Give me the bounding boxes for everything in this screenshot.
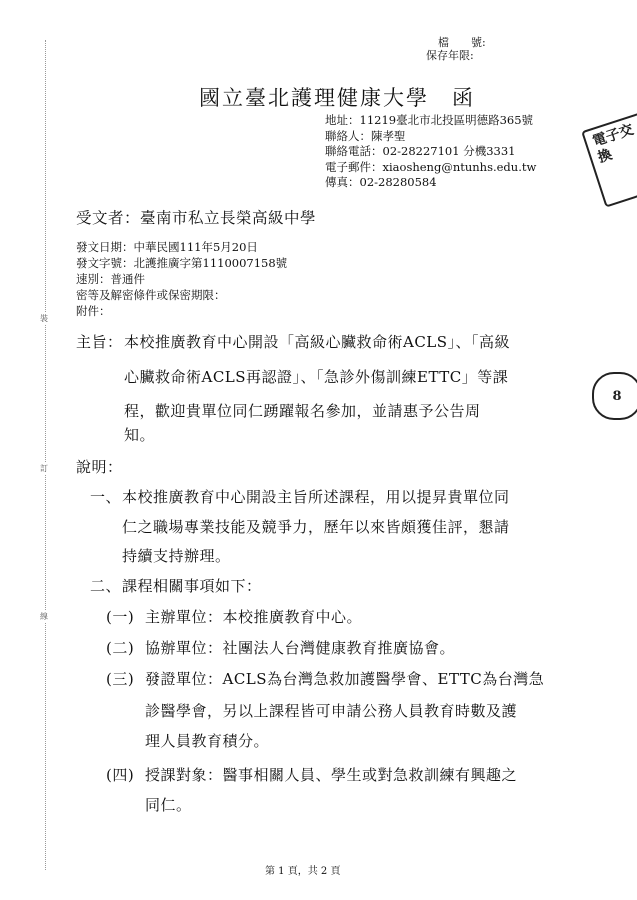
sub-item-line: 協辦單位：社團法人台灣健康教育推廣協會。 — [145, 639, 456, 657]
sender-fax: 傳真：02-28280584 — [325, 175, 437, 189]
sub-item-line: 理人員教育積分。 — [145, 732, 270, 750]
sub-item-marker: (三) — [106, 670, 135, 688]
doc-number: 發文字號：北護推廣字第1110007158號 — [76, 256, 288, 270]
subject-line: 本校推廣教育中心開設「高級心臟救命術ACLS」、「高級 — [124, 333, 511, 351]
delivery-speed: 速別：普通件 — [76, 272, 145, 286]
explanation-label: 說明： — [76, 458, 123, 476]
attachment: 附件： — [76, 304, 111, 318]
binding-mark-zhuang: 裝 — [40, 314, 48, 323]
explanation-line: 本校推廣教育中心開設主旨所述課程，用以提昇貴單位同 — [122, 488, 510, 506]
explanation-line: 持續支持辦理。 — [122, 547, 231, 565]
explanation-line: 仁之職場專業技能及競爭力，歷年以來皆頗獲佳評，懇請 — [122, 518, 510, 536]
recipient: 受文者：臺南市私立長榮高級中學 — [76, 209, 317, 227]
sub-item-line: 主辦單位：本校推廣教育中心。 — [145, 608, 363, 626]
retention-period: 保存年限: — [426, 49, 474, 62]
sub-item-line: 同仁。 — [145, 796, 192, 814]
subject-line: 心臟救命術ACLS再認證」、「急診外傷訓練ETTC」等課 — [124, 368, 509, 386]
issue-date: 發文日期：中華民國111年5月20日 — [76, 240, 258, 254]
subject-line: 知。 — [124, 426, 156, 444]
binding-mark-ding: 訂 — [40, 464, 48, 473]
sub-item-marker: (四) — [106, 766, 135, 784]
page-title: 國立臺北護理健康大學 函 — [199, 86, 475, 110]
sub-item-marker: (一) — [106, 608, 135, 626]
sender-address: 地址：11219臺北市北投區明德路365號 — [325, 113, 534, 127]
sender-phone: 聯絡電話：02-28227101 分機3331 — [325, 144, 516, 158]
explanation-line: 課程相關事項如下： — [122, 577, 262, 595]
electronic-exchange-stamp: 電子交換 — [581, 112, 637, 207]
binding-mark-xian: 線 — [40, 612, 48, 621]
subject-label: 主旨： — [76, 333, 123, 351]
sub-item-line: 發證單位：ACLS為台灣急救加護醫學會、ETTC為台灣急 — [145, 670, 545, 688]
item-marker: 一、 — [90, 488, 122, 506]
subject-line: 程，歡迎貴單位同仁踴躍報名參加，並請惠予公告周 — [124, 402, 481, 420]
sender-email: 電子郵件：xiaosheng@ntunhs.edu.tw — [325, 159, 537, 174]
sub-item-marker: (二) — [106, 639, 135, 657]
security-level: 密等及解密條件或保密期限： — [76, 288, 226, 302]
binding-line — [45, 40, 46, 870]
sub-item-line: 授課對象：醫事相關人員、學生或對急救訓練有興趣之 — [145, 766, 518, 784]
sub-item-line: 診醫學會，另以上課程皆可申請公務人員教育時數及護 — [145, 702, 518, 720]
item-marker: 二、 — [90, 577, 122, 595]
seal-stamp: 8 — [592, 372, 637, 420]
page-footer: 第 1 頁，共 2 頁 — [265, 866, 341, 877]
file-number: 檔 號: — [438, 36, 486, 49]
sender-contact: 聯絡人：陳孝聖 — [325, 128, 406, 143]
